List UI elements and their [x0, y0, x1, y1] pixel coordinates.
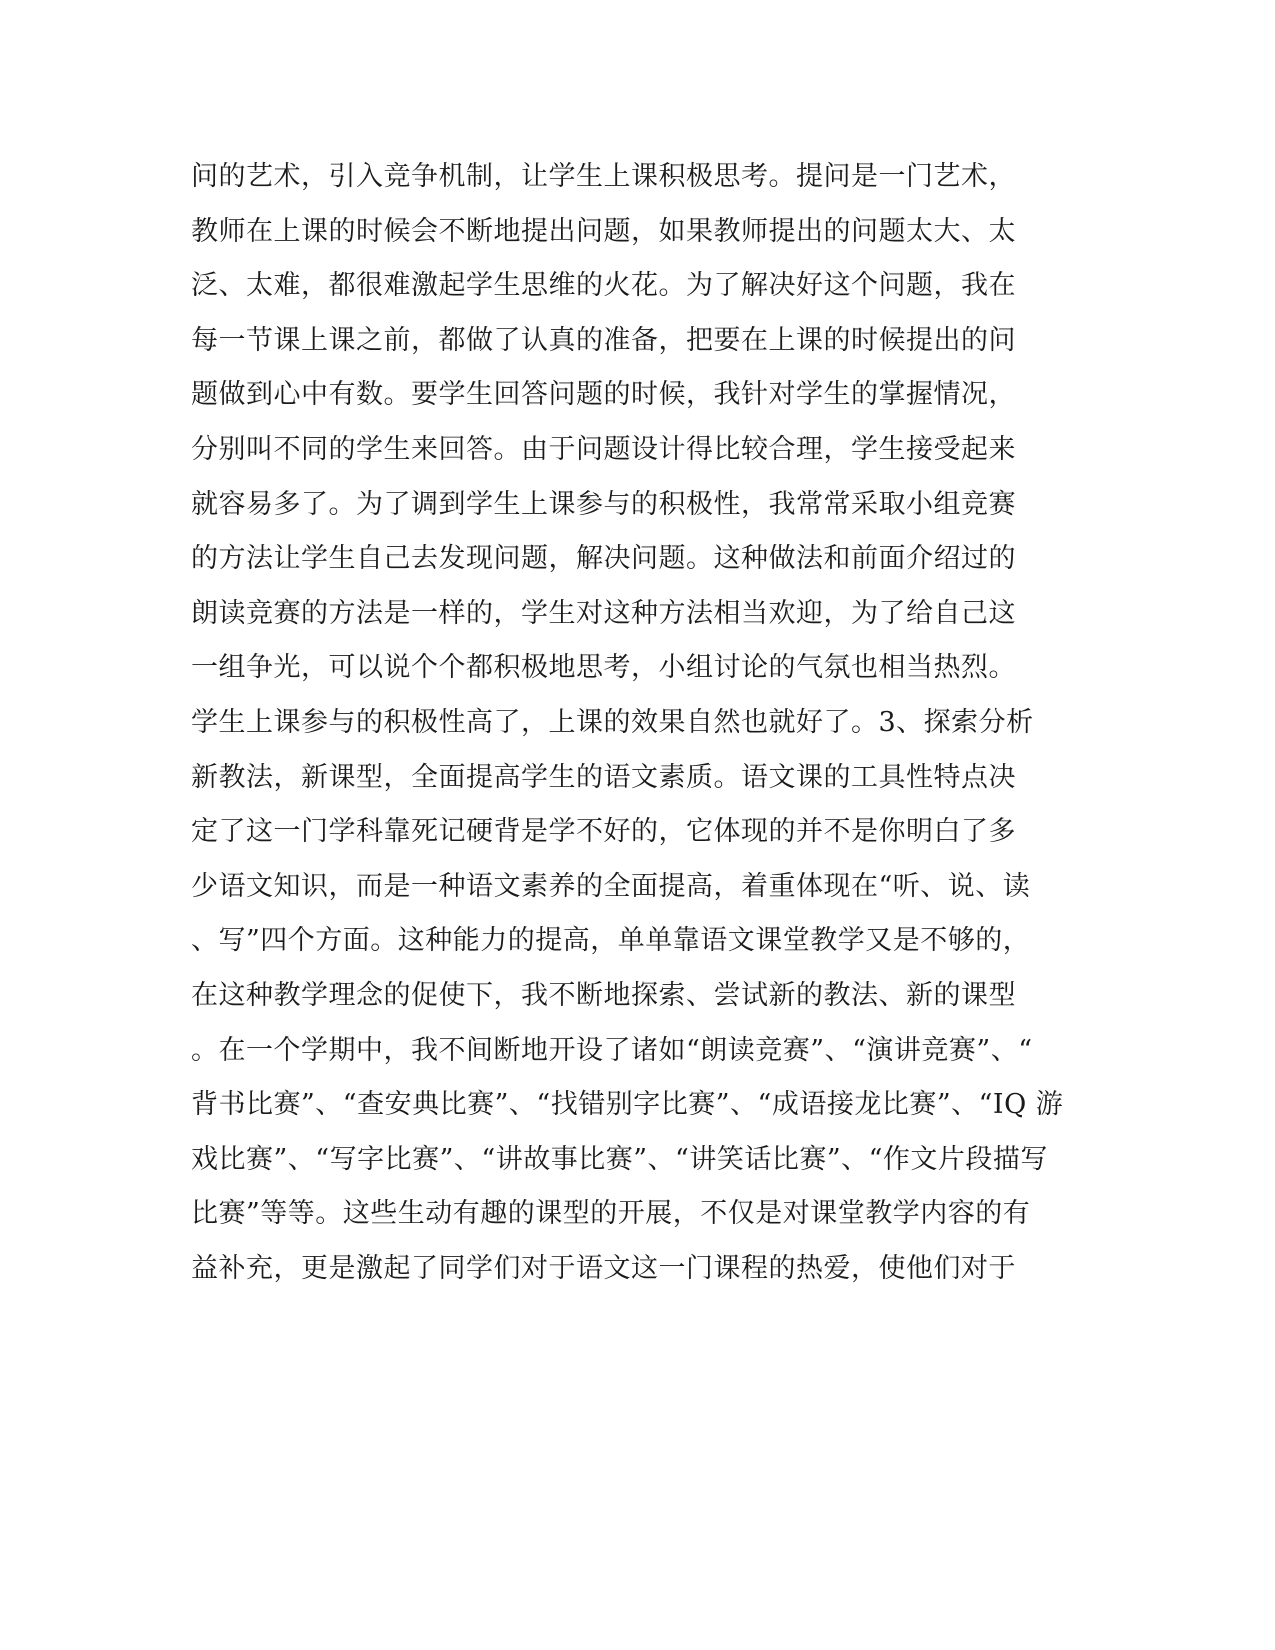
text-line: 朗读竞赛的方法是一样的，学生对这种方法相当欢迎，为了给自己这 — [191, 597, 1016, 629]
text-line: 少语文知识，而是一种语文素养的全面提高，着重体现在“听、说、读 — [191, 870, 1031, 902]
text-line: 新教法，新课型，全面提高学生的语文素质。语文课的工具性特点决 — [191, 761, 1016, 793]
text-line: 分别叫不同的学生来回答。由于问题设计得比较合理，学生接受起来 — [191, 433, 1016, 465]
text-line: 泛、太难，都很难激起学生思维的火花。为了解决好这个问题，我在 — [191, 270, 1016, 302]
text-line: 每一节课上课之前，都做了认真的准备，把要在上课的时候提出的问 — [191, 324, 1016, 356]
text-line: 题做到心中有数。要学生回答问题的时候，我针对学生的掌握情况， — [191, 379, 1016, 411]
text-line: 背书比赛”、“查安典比赛”、“找错别字比赛”、“成语接龙比赛”、“IQ 游 — [191, 1089, 1064, 1121]
text-line: 教师在上课的时候会不断地提出问题，如果教师提出的问题太大、太 — [191, 215, 1016, 247]
text-line: 在这种教学理念的促使下，我不断地探索、尝试新的教法、新的课型 — [191, 979, 1016, 1011]
text-line: 问的艺术，引入竞争机制，让学生上课积极思考。提问是一门艺术， — [191, 161, 1016, 192]
text-line: 益补充，更是激起了同学们对于语文这一门课程的热爱，使他们对于 — [191, 1252, 1016, 1284]
text-line: 、写”四个方面。这种能力的提高，单单靠语文课堂教学又是不够的， — [191, 925, 1031, 957]
text-line: 定了这一门学科靠死记硬背是学不好的，它体现的并不是你明白了多 — [191, 816, 1016, 848]
text-line: 比赛”等等。这些生动有趣的课型的开展，不仅是对课堂教学内容的有 — [191, 1198, 1031, 1230]
body-text — [191, 150, 1091, 1296]
text-line: 一组争光，可以说个个都积极地思考，小组讨论的气氛也相当热烈。 — [191, 652, 1016, 684]
text-line: 。在一个学期中，我不间断地开设了诸如“朗读竞赛”、“演讲竞赛”、“ — [191, 1034, 1033, 1066]
text-line: 的方法让学生自己去发现问题，解决问题。这种做法和前面介绍过的 — [191, 543, 1016, 575]
text-line: 就容易多了。为了调到学生上课参与的积极性，我常常采取小组竞赛 — [191, 488, 1016, 520]
text-line: 戏比赛”、“写字比赛”、“讲故事比赛”、“讲笑话比赛”、“作文片段描写 — [191, 1143, 1048, 1175]
text-line: 学生上课参与的积极性高了，上课的效果自然也就好了。3、探索分析 — [191, 706, 1034, 738]
